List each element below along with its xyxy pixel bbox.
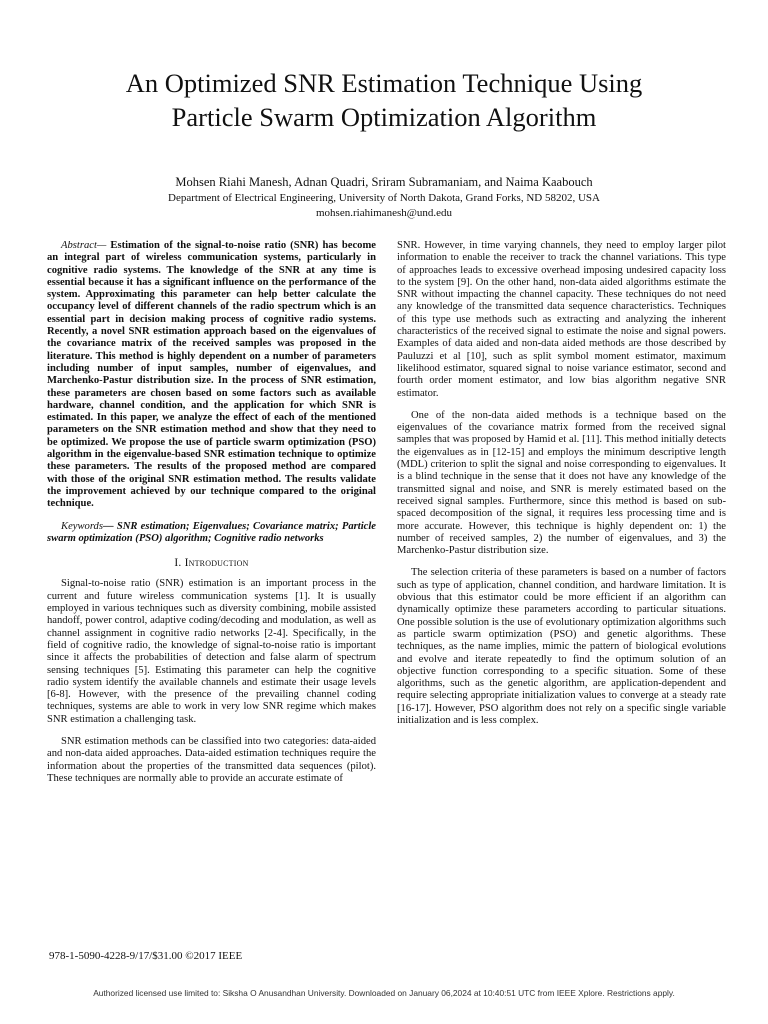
right-column — [397, 240, 726, 737]
intro-paragraph-3: SNR. However, in time varying channels, they need to employ larger pilot information to enable the receiver to track the channel variations. This type of approaches leads to excessive overhead imposing undesired capacity loss to the system [9]. On the other hand, non-data aided algorithms estimate the SNR without impacting the channel capacity. These techniques do not need any knowledge of the transmitted data sequence characteristics. Techniques of this type use methods such as extracting and analyzing the inherent characteristics of the received signal to estimate the noise and signal powers. Examples of data aided and non-data aided methods are those described by Pauluzzi et al [10], such as split symbol moment estimator, maximum likelihood estimator, squared signal to noise variance estimator, second and fourth order moment estimator, and low bias algorithm negative SNR estimator. — [397, 240, 726, 399]
license-notice: Authorized licensed use limited to: Siksha O Anusandhan University. Downloaded on January 06,2024 at 10:40:51 UTC from IEEE Xplore. Restrictions apply. — [93, 988, 675, 998]
left-column — [47, 240, 376, 795]
author-list: Mohsen Riahi Manesh, Adnan Quadri, Sriram Subramaniam, and Naima Kaabouch — [175, 175, 593, 189]
abstract: Abstract— Estimation of the signal-to-noise ratio (SNR) has become an integral part of wireless communication systems, particularly in cognitive radio systems. The knowledge of the SNR at any time is essential because it has a significant influence on the performance of the system. Approximating this parameter can help better calculate the occupancy level of different channels of the radio spectrum which is an essential part in decision making process of cognitive radio systems. Recently, a novel SNR estimation approach based on the eigenvalues of the covariance matrix of the received samples was proposed in the literature. This method is highly dependent on a number of parameters including number of input samples, number of eigenvalues, and Marchenko-Pastur distribution size. In the process of SNR estimation, these parameters are chosen based on some factors such as available hardware, channel condition, and the application for which SNR is estimated. In this paper, we analyze the effect of each of the mentioned parameters on the SNR estimation method and show that they need to be optimized. We propose the use of particle swarm optimization (PSO) algorithm in the eigenvalue-based SNR estimation technique to optimize these parameters. The results of the proposed method are compared with those of the original SNR estimation method. The results validate the improvement achieved by our technique compared to the original technique. — [47, 240, 376, 510]
section-heading-introduction: I. Introduction — [174, 557, 249, 570]
intro-paragraph-1: Signal-to-noise ratio (SNR) estimation is an important process in the current and future wireless communication systems [1]. It is usually employed in various techniques such as diversity combining, mobile assisted handoff, power control, adaptive coding/decoding and modulation, as well as channel assignment in cognitive radio networks [2-4]. Specifically, in the field of cognitive radio, the knowledge of signal-to-noise ratio is important since it affects the probabilities of detection and false alarm of spectrum sensing techniques [5]. Estimating this parameter can help the cognitive radio system identify the available channels and estimate their usage levels [6-8]. However, with the presence of the prevailing channel coding techniques, systems are able to work in very low SNR regime which makes SNR estimation a challenging task. — [47, 578, 376, 725]
author-email: mohsen.riahimanesh@und.edu — [316, 207, 452, 219]
intro-paragraph-2: SNR estimation methods can be classified into two categories: data-aided and non-data aided approaches. Data-aided estimation techniques require the information about the properties of the transmitted data sequences (pilot). These techniques are normally able to provide an accurate estimate of — [47, 735, 376, 784]
keywords-text: SNR estimation; Eigenvalues; Covariance matrix; Particle swarm optimization (PSO) algorithm; Cognitive radio networks — [47, 520, 376, 544]
intro-paragraph-4: One of the non-data aided methods is a technique based on the eigenvalues of the covariance matrix formed from the received signal samples that was proposed by Hamid et al. [11]. This method initially detects the eigenvalues as in [12-15] and employs the minimum descriptive length (MDL) criterion to split the signal and noise corresponding to eigenvalues. It is a blind technique in the sense that it does not have any knowledge of the transmitted signal and noise, and SNR is merely estimated based on the received signal samples. Furthermore, since this method is based on sub-spaced decomposition of the signal, it requires less processing time and is more accurate. However, this technique is highly dependent on: 1) the number of received samples, 2) the number of eigenvalues, and 3) the Marchenko-Pastur distribution size. — [397, 409, 726, 557]
copyright-notice: 978-1-5090-4228-9/17/$31.00 ©2017 IEEE — [49, 950, 243, 962]
abstract-text: Estimation of the signal-to-noise ratio (SNR) has become an integral part of wireless communication systems, particularly in cognitive radio systems. The knowledge of the SNR at any time is essential because it has a significant influence on the performance of the system. Approximating this parameter can help better calculate the occupancy level of different channels of the radio spectrum which is an essential part in decision making process of cognitive radio systems. Recently, a novel SNR estimation approach based on the eigenvalues of the covariance matrix of the received samples was proposed in the literature. This method is highly dependent on a number of parameters including number of input samples, number of eigenvalues, and Marchenko-Pastur distribution size. In the process of SNR estimation, these parameters are chosen based on some factors such as available hardware, channel condition, and the application for which SNR is estimated. In this paper, we analyze the effect of each of the mentioned parameters on the SNR estimation method and show that they need to be optimized. We propose the use of particle swarm optimization (PSO) algorithm in the eigenvalue-based SNR estimation technique to optimize these parameters. The results of the proposed method are compared with those of the original SNR estimation method. The results validate the improvement achieved by our technique compared to the original technique. — [47, 240, 376, 510]
paper-title — [40, 66, 728, 134]
title-line-2: Particle Swarm Optimization Algorithm — [171, 102, 597, 132]
keywords: Keywords— SNR estimation; Eigenvalues; Covariance matrix; Particle swarm optimization (PSO) algorithm; Cognitive radio networks — [47, 520, 376, 544]
affiliation: Department of Electrical Engineering, University of North Dakota, Grand Forks, ND 58202, USA — [168, 192, 600, 204]
keywords-label: Keywords — [61, 520, 103, 532]
abstract-label: Abstract — [61, 240, 97, 251]
intro-paragraph-5: The selection criteria of these parameters is based on a number of factors such as type of application, channel condition, and hardware limitation. It is obvious that this estimator could be more efficient if an algorithm can dynamically optimize these parameters according to particular situations. One possible solution is the use of evolutionary optimization algorithms such as particle swarm optimization (PSO) and genetic algorithms. These techniques, as the name implies, mimic the pattern of biological evolutions and evolve and iterate repeatedly to find the optimum solution of an objective function corresponding to a specific situation. Some of these algorithms, such as the genetic algorithm, are application-dependent and require selecting appropriate initialization values to converge at a steady rate [16-17]. However, PSO algorithm does not rely on a specific single variable initialization and is less complex. — [397, 567, 726, 726]
title-line-1: An Optimized SNR Estimation Technique Using — [125, 68, 643, 98]
